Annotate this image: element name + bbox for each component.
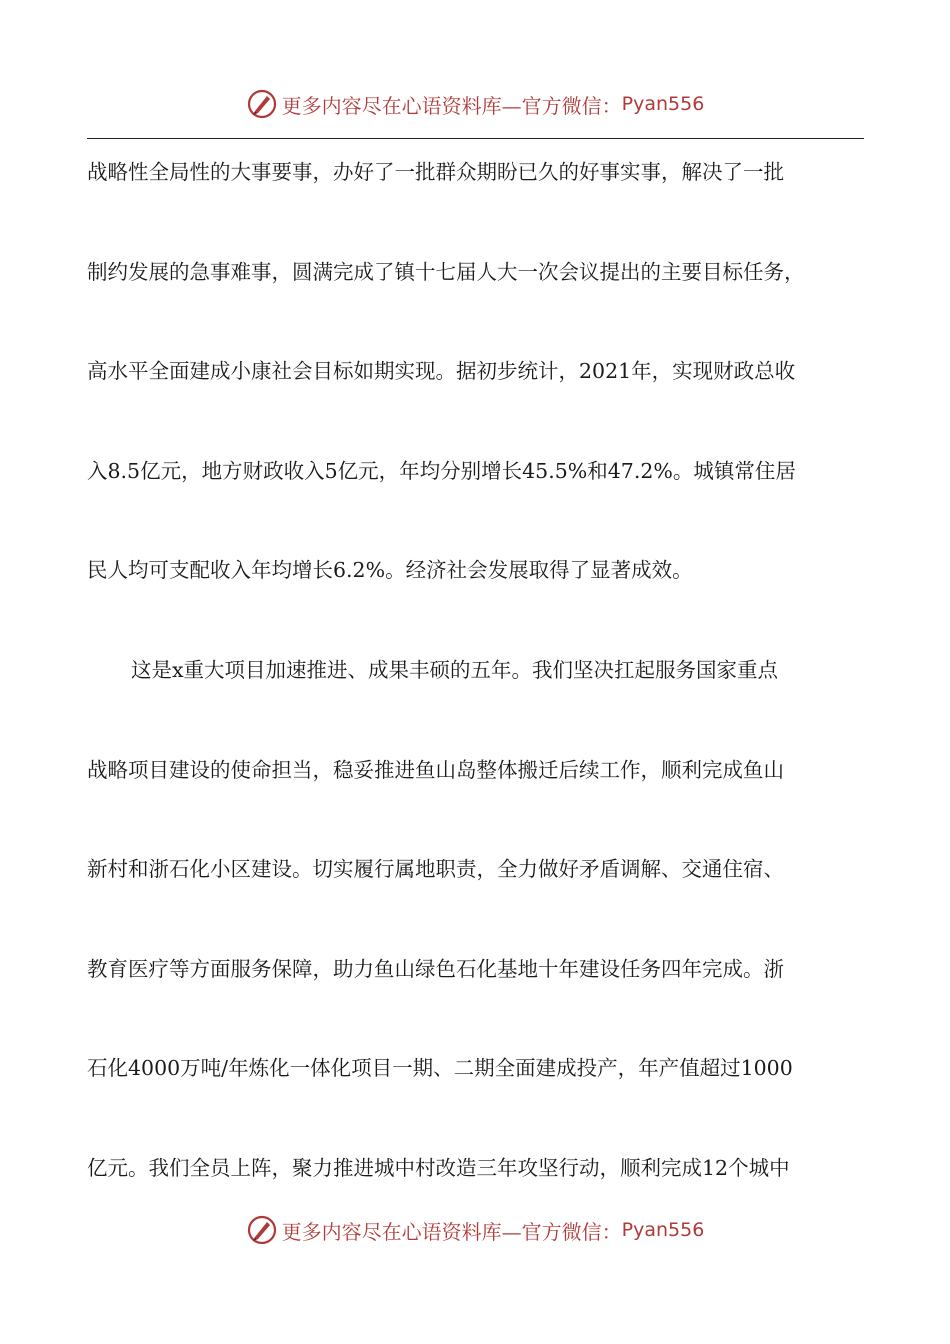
paragraph-start-line: 这是x重大项目加速推进、成果丰硕的五年。我们坚决扛起服务国家重点 [131, 657, 779, 682]
text-line-8: 新村和浙石化小区建设。切实履行属地职责，全力做好矛盾调解、交通住宿、 [87, 857, 784, 882]
text-line-11: 亿元。我们全员上阵，聚力推进城中村改造三年攻坚行动，顺利完成12个城中 [87, 1155, 790, 1180]
pen-logo-icon [246, 1214, 278, 1246]
header-divider [87, 138, 864, 139]
text-line-7: 战略项目建设的使命担当，稳妥推进鱼山岛整体搬迁后续工作，顺利完成鱼山 [87, 757, 784, 782]
footer-banner-text: 更多内容尽在心语资料库—官方微信： [281, 1219, 622, 1244]
header-banner-text: 更多内容尽在心语资料库—官方微信： [281, 93, 622, 118]
pen-logo-icon [246, 88, 278, 120]
header-wechat-id: Pyan556 [621, 93, 705, 115]
text-line-10: 石化4000万吨/年炼化一体化项目一期、二期全面建成投产，年产值超过1000 [87, 1056, 793, 1081]
text-line-5: 民人均可支配收入年均增长6.2%。经济社会发展取得了显著成效。 [87, 558, 693, 583]
text-line-9: 教育医疗等方面服务保障，助力鱼山绿色石化基地十年建设任务四年完成。浙 [87, 956, 784, 981]
text-line-3: 高水平全面建成小康社会目标如期实现。据初步统计，2021年，实现财政总收 [87, 359, 796, 384]
text-line-2: 制约发展的急事难事，圆满完成了镇十七届人大一次会议提出的主要目标任务， [87, 259, 805, 284]
footer-wechat-id: Pyan556 [621, 1219, 705, 1241]
text-line-4: 入8.5亿元，地方财政收入5亿元，年均分别增长45.5%和47.2%。城镇常住居 [87, 458, 796, 483]
document-body [87, 150, 864, 1246]
footer-banner [0, 1210, 950, 1250]
text-line-1: 战略性全局性的大事要事，办好了一批群众期盼已久的好事实事，解决了一批 [87, 160, 784, 184]
header-banner [0, 84, 950, 124]
